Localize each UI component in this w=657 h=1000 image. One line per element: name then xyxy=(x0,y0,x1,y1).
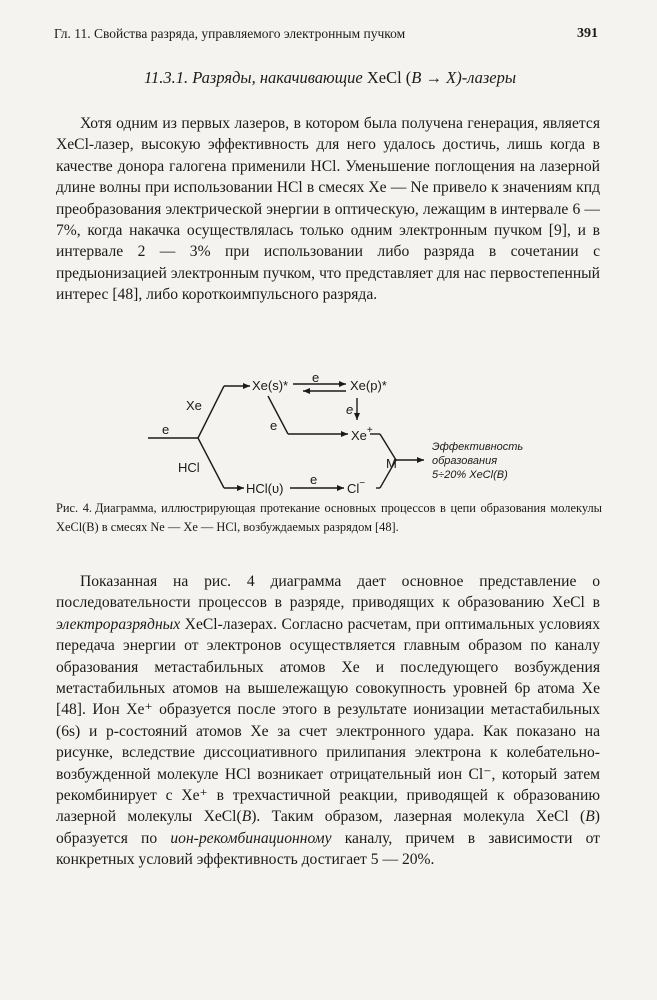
section-title xyxy=(60,68,600,88)
page-number: 391 xyxy=(577,26,598,41)
node-cl-minus-charge: − xyxy=(359,478,366,489)
efficiency-line-3: 5÷20% XeCl(B) xyxy=(432,469,508,481)
node-xe-s: Xe(s)* xyxy=(252,378,289,393)
running-head: Гл. 11. Свойства разряда, управляемого электронным пучком xyxy=(54,26,406,41)
page-header xyxy=(54,26,598,46)
figure-label: Рис. 4. xyxy=(56,501,92,515)
paragraph-2-part-3: ). Таким образом, лазерная молекула XeCl ( xyxy=(251,808,586,826)
figure-caption xyxy=(56,499,602,536)
paragraph-2-part-2: XeCl-лазерах. Согласно расчетам, при оптимальных условиях передача энергии от электронов осуществляется главным образом по каналу образования метастабильных атомов Xe и последующего возбуждения метастабильных атомов на вышележащую совокупность уровней 6p атома Xe [48]. Ион Xe⁺ образуется после этого в результате ионизации метастабильных (6s) и p-состояний атомов Xe за счет электронного удара. Как показано на рисунке, вследствие диссоциативного прилипания электрона к колебательно-возбужденной молекуле HCl возникает отрицательный ион Cl⁻, который затем рекомбинирует с Xe⁺ в трехчастичной реакции, приводящей к образованию лазерной молекулы XeCl( xyxy=(56,615,600,826)
paragraph-2-emphasis-3: B xyxy=(585,808,595,826)
process-diagram xyxy=(140,372,540,502)
label-electron-in: e xyxy=(162,422,170,437)
paragraph-2-part-1: Показанная на рис. 4 диаграмма дает основное представление о последовательности процессов в разряде, приводящих к образованию XeCl в xyxy=(56,573,600,612)
label-electron-bottom: e xyxy=(310,472,318,487)
efficiency-line-1: Эффективность xyxy=(432,441,524,453)
label-electron-top: e xyxy=(312,372,320,385)
paragraph-2 xyxy=(56,571,600,871)
label-electron-down: e xyxy=(346,402,354,417)
paragraph-2-part-5: каналу, причем в зависимости от конкретных условий эффективность достигает 5 — 20%. xyxy=(56,829,600,869)
diagram-svg xyxy=(140,372,540,502)
branch-down-line xyxy=(198,438,224,488)
node-xe-plus-charge: + xyxy=(366,425,373,436)
figure-caption-text: Диаграмма, иллюстрирующая протекание основных процессов в цепи образования молекулы XeCl(B) в смесях Ne — Xe — HCl, возбуждаемых разрядом [48]. xyxy=(56,501,602,534)
node-xe-plus-text: Xe xyxy=(351,428,367,443)
label-xe: Xe xyxy=(186,398,202,413)
section-number: 11.3.1. xyxy=(143,68,189,87)
paragraph-2-part-4: ) образуется по xyxy=(56,808,600,847)
efficiency-line-2: образования xyxy=(432,455,498,467)
section-title-text: Разряды, накачивающие xyxy=(192,68,363,87)
node-xe-plus xyxy=(351,425,373,443)
section-title-transition: B → X xyxy=(411,68,457,87)
section-title-formula: XeCl ( xyxy=(366,68,412,87)
label-third-body: M xyxy=(386,456,397,471)
paragraph-1: Хотя одним из первых лазеров, в котором была получена генерация, является XeCl-лазер, высокую эффективность для него удалось достичь, лишь когда в качестве донора галогена применили HCl. Уменьшение поглощения на лазерной длине волны при использовании HCl в смесях Xe — Ne привело к значениям кпд преобразования электрической энергии в оптическую, лежащим в интервале 6 — 7%, когда накачка осуществлялась только одним электронным пучком [9], и в интервале 2 — 3% при использовании либо разряда в сочетании с предыонизацией электронным пучком, что представляет для нас первостепенный интерес [48], либо короткоимпульсного разряда. xyxy=(56,115,600,304)
node-xe-p: Xe(p)* xyxy=(350,378,387,393)
node-cl-minus xyxy=(347,478,365,496)
label-electron-diagonal: e xyxy=(270,418,278,433)
node-hcl-v: HCl(υ) xyxy=(246,481,284,496)
node-cl-minus-text: Cl xyxy=(347,481,360,496)
section-title-suffix: )-лазеры xyxy=(456,68,517,87)
paragraph-2-emphasis-4: ион-рекомбинационному xyxy=(170,829,332,847)
paragraph-2-emphasis-2: B xyxy=(241,808,252,826)
label-hcl: HCl xyxy=(178,460,200,475)
paragraph-2-emphasis-1: электроразрядных xyxy=(56,615,181,633)
